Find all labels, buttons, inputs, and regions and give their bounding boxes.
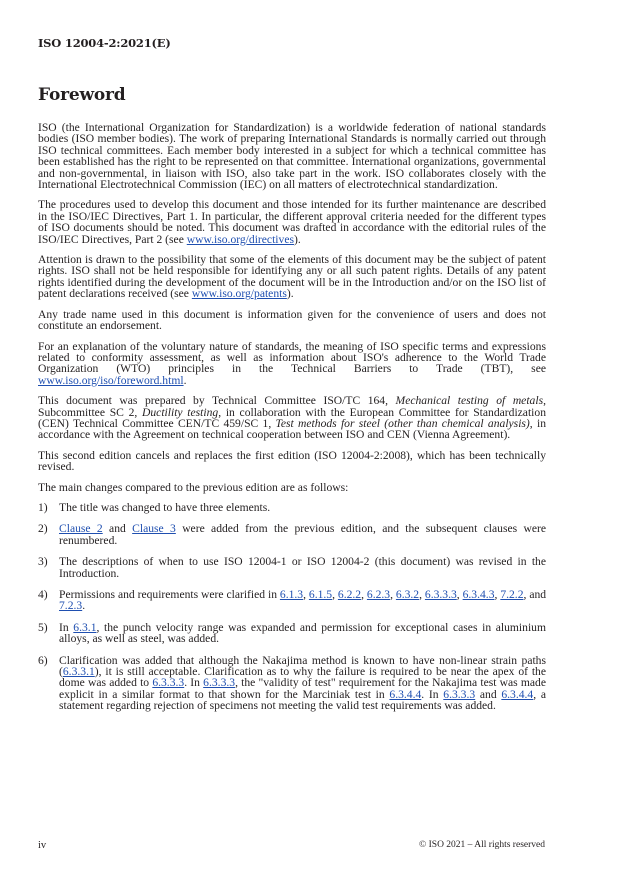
link-foreword[interactable]: www.iso.org/iso/foreword.html <box>38 373 184 387</box>
list-item: 5) In 6.3.1, the punch velocity range was expanded and permission for exceptional cases in aluminium alloys, as well as steel, was added. <box>38 620 546 646</box>
paragraph-procedures: The procedures used to develop this document and those intended for its further maintenance are described in the ISO/IEC Directives, Part 1. In particular, the different approval criteria needed for the different types of ISO documents should be noted. This document was drafted in accordance with the editorial rules of the ISO/IEC Directives, Part 2 (see www.iso.org/directives). <box>38 198 546 246</box>
document-id-header: ISO 12004-2:2021(E) <box>38 36 171 50</box>
link-6-3-1[interactable]: 6.3.1 <box>73 620 97 634</box>
link-6-1-3[interactable]: 6.1.3 <box>279 588 304 601</box>
link-6-3-4-4[interactable]: 6.3.4.4 <box>501 687 534 701</box>
paragraph-iso-intro: ISO (the International Organization for Standardization) is a worldwide federation of national standards bodies (ISO member bodies). The work of preparing International Standards is normally carried out through ISO technical committees. Each member body interested in a subject for which a technical committee has been established has the right to be represented on that committee. International organizations, governmental and non-governmental, in liaison with ISO, also take part in the work. ISO collaborates closely with the International Electrotechnical Commission (IEC) on all matters of electrotechnical standardization. <box>38 121 546 192</box>
paragraph-changes-intro: The main changes compared to the previous edition are as follows: <box>38 480 349 494</box>
link-6-3-4-3[interactable]: 6.3.4.3 <box>462 588 495 601</box>
paragraph-edition: This second edition cancels and replaces the first edition (ISO 12004-2:2008), which has been technically revised. <box>38 448 546 474</box>
link-directives[interactable]: www.iso.org/directives <box>186 232 294 246</box>
link-6-3-4-4[interactable]: 6.3.4.4 <box>389 687 422 701</box>
paragraph-committee: This document was prepared by Technical Committee ISO/TC 164, Mechanical testing of metals, Subcommittee SC 2, Ductility testing, in collaboration with the European Committee for Standardization (CEN) Technical Committee CEN/TC 459/SC 1, Test methods for steel (other than chemical analysis), in accordance with the Agreement on technical cooperation between ISO and CEN (Vienna Agreement). <box>38 394 546 442</box>
list-item: 4) Permissions and requirements were clarified in 6.1.3, 6.1.5, 6.2.2, 6.2.3, 6.3.2, 6.3.3.3, 6.3.4.3, 7.2.2, and 7.2.3. <box>38 588 547 613</box>
link-clause-3[interactable]: Clause 3 <box>132 522 176 536</box>
paragraph-trade-name: Any trade name used in this document is information given for the convenience of users and does not constitute an endorsement. <box>38 307 546 333</box>
list-item: 2) Clause 2 and Clause 3 were added from the previous edition, and the subsequent clauses were renumbered. <box>38 522 547 547</box>
link-6-3-3-3[interactable]: 6.3.3.3 <box>443 687 476 701</box>
page-number: iv <box>38 840 47 851</box>
foreword-body <box>38 122 546 722</box>
list-item: 6) Clarification was added that although the Nakajima method is known to have non-linear strain paths (6.3.3.1), it is still acceptable. Clarification as to why the failure is required to be near the apex of the dome was added to 6.3.3.3. In 6.3.3.3, the "validity of test" requirement for the Nakajima test was made explicit in a similar format to that shown for the Marciniak test in 6.3.4.4. In 6.3.3.3 and 6.3.4.4, a statement regarding rejection of specimens not meeting the valid test requirements was added. <box>38 653 546 713</box>
paragraph-patents: Attention is drawn to the possibility that some of the elements of this document may be the subject of patent rights. ISO shall not be held responsible for identifying any or all such patent rights. Details of any patent rights identified during the development of the document will be in the Introduction and/or on the ISO list of patent declarations received (see www.iso.org/patents). <box>38 253 546 301</box>
link-patents[interactable]: www.iso.org/patents <box>191 287 287 301</box>
copyright-notice: © ISO 2021 – All rights reserved <box>419 840 545 850</box>
link-6-1-5[interactable]: 6.1.5 <box>308 588 333 601</box>
link-6-3-3-3[interactable]: 6.3.3.3 <box>152 676 185 690</box>
link-7-2-2[interactable]: 7.2.2 <box>500 588 524 601</box>
link-7-2-3[interactable]: 7.2.3 <box>59 599 83 613</box>
list-item: 1) The title was changed to have three elements. <box>38 500 271 514</box>
paragraph-voluntary-nature: For an explanation of the voluntary nature of standards, the meaning of ISO specific terms and expressions related to conformity assessment, as well as information about ISO's adherence to the World Trade Organization (WTO) principles in the Technical Barriers to Trade (TBT), see www.iso.org/iso/foreword.html. <box>38 339 546 387</box>
list-item: 3) The descriptions of when to use ISO 12004-1 or ISO 12004-2 (this document) was revised in the Introduction. <box>38 555 546 580</box>
changes-list <box>38 502 546 712</box>
page-title: Foreword <box>38 85 126 105</box>
link-6-2-3[interactable]: 6.2.3 <box>366 588 391 601</box>
link-6-3-3-3[interactable]: 6.3.3.3 <box>203 676 236 690</box>
link-6-3-3-1[interactable]: 6.3.3.1 <box>62 665 95 679</box>
link-6-2-2[interactable]: 6.2.2 <box>337 588 362 601</box>
link-6-3-3-3[interactable]: 6.3.3.3 <box>424 588 457 601</box>
link-6-3-2[interactable]: 6.3.2 <box>395 588 420 601</box>
link-clause-2[interactable]: Clause 2 <box>59 522 103 536</box>
